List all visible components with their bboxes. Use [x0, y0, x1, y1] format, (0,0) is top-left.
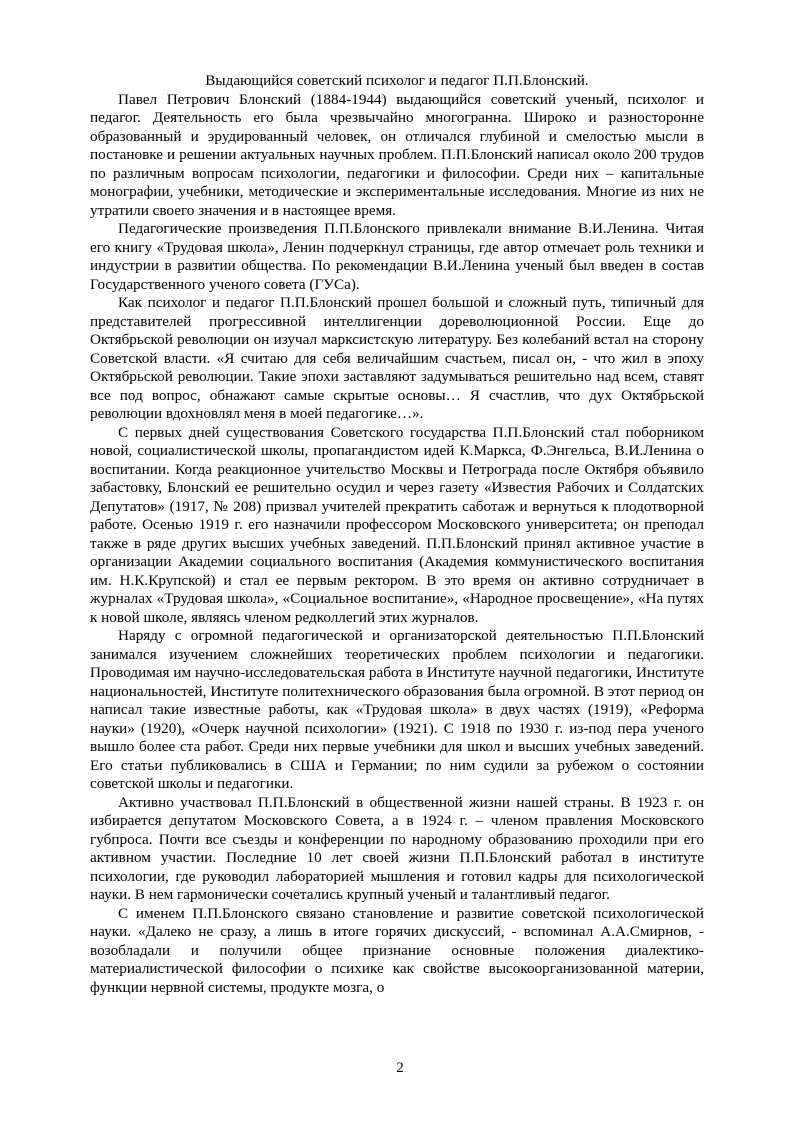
paragraph-6: Активно участвовал П.П.Блонский в общественной жизни нашей страны. В 1923 г. он избирается депутатом Московского Совета, а в 1924 г. – членом правления Московского губпроса. Почти все съезды и конференции по народному образованию проходили при его активном участии. Последние 10 лет своей жизни П.П.Блонский работал в институте психологии, где руководил лабораторией мышления и готовил кадры для психологической науки. В нем гармонически сочетались крупный ученый и талантливый педагог.	[90, 793, 704, 903]
document-body	[90, 72, 704, 997]
paragraph-1: Павел Петрович Блонский (1884-1944) выдающийся советский ученый, психолог и педагог. Деятельность его была чрезвычайно многогранна. Широко и разносторонне образованный и эрудированный человек, он отличался глубиной и смелостью мысли в постановке и решении актуальных научных проблем. П.П.Блонский написал около 200 трудов по различным вопросам психологии, педагогики и философии. Среди них – капитальные монографии, учебники, методические и экспериментальные исследования. Многие из них не утратили своего значения и в настоящее время.	[90, 90, 704, 219]
paragraph-7: С именем П.П.Блонского связано становление и развитие советской психологической науки. «Далеко не сразу, а лишь в итоге горячих дискуссий, - вспоминал А.А.Смирнов, - возобладали и получили общее признание основные положения диалектико-материалистической философии о психике как свойстве высокоорганизованной материи, функции нервной системы, продукте мозга, о	[90, 904, 704, 996]
paragraph-5: Наряду с огромной педагогической и организаторской деятельностью П.П.Блонский занимался изучением сложнейших теоретических проблем психологии и педагогики. Проводимая им научно-исследовательская работа в Институте научной педагогики, Институте национальностей, Институте политехнического образования была огромной. В этот период он написал такие известные работы, как «Трудовая школа» в двух частях (1919), «Реформа науки» (1920), «Очерк научной психологии» (1921). С 1918 по 1930 г. из-под пера ученого вышло более ста работ. Среди них первые учебники для школ и высших учебных заведений. Его статьи публиковались в США и Германии; по ним судили за рубежом о состоянии советской школы и педагогики.	[90, 627, 704, 792]
paragraph-3: Как психолог и педагог П.П.Блонский прошел большой и сложный путь, типичный для представителей прогрессивной интеллигенции дореволюционной России. Еще до Октябрьской революции он изучал марксистскую литературу. Без колебаний встал на сторону Советской власти. «Я считаю для себя величайшим счастьем, писал он, - что жил в эпоху Октябрьской революции. Такие эпохи заставляют задумываться решительно над всем, ставят все под вопрос, обнажают самые скрытые основы… Я счастлив, что дух Октябрьской революции вдохновлял меня в моей педагогике…».	[90, 294, 704, 422]
document-title: Выдающийся советский психолог и педагог П.П.Блонский.	[205, 72, 589, 89]
paragraph-4: С первых дней существования Советского государства П.П.Блонский стал поборником новой, социалистической школы, пропагандистом идей К.Маркса, Ф.Энгельса, В.И.Ленина о воспитании. Когда реакционное учительство Москвы и Петрограда после Октября объявило забастовку, Блонский ее решительно осудил и через газету «Известия Рабочих и Солдатских Депутатов» (1917, № 208) призвал учителей прекратить саботаж и вернуться к плодотворной работе. Осенью 1919 г. его назначили профессором Московского университета; он преподал также в ряде других высших учебных заведений. П.П.Блонский принял активное участие в организации Академии социального воспитания (Академия коммунистического воспитания им. Н.К.Крупской) и стал ее первым ректором. В это время он активно сотрудничает в журналах «Трудовая школа», «Социальное воспитание», «Народное просвещение», «На путях к новой школе, являясь членом редколлегий этих журналов.	[90, 423, 704, 626]
paragraph-2: Педагогические произведения П.П.Блонского привлекали внимание В.И.Ленина. Читая его книгу «Трудовая школа», Ленин подчеркнул страницы, где автор отмечает роль техники и индустрии в развитии общества. По рекомендации В.И.Ленина ученый был введен в состав Государственного ученого совета (ГУСа).	[90, 220, 704, 293]
page-number: 2	[396, 1060, 404, 1076]
